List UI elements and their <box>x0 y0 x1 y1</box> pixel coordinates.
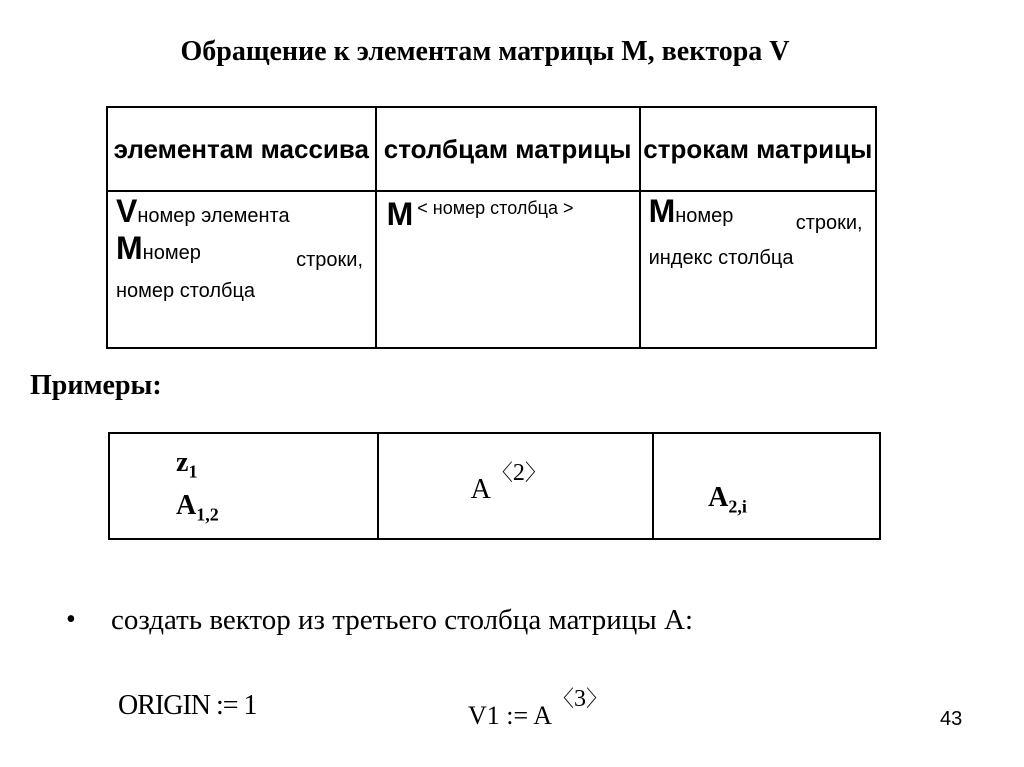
cell-matrix-columns <box>376 191 640 348</box>
example-a12: $A_{1,2}$ <box>176 489 219 525</box>
example-z1: $z_1$ <box>176 447 198 482</box>
table-header-row <box>107 107 876 191</box>
header-array-elements: элементам массива <box>107 107 376 191</box>
example-cell-elements <box>109 433 378 539</box>
examples-row <box>109 433 880 539</box>
matrix-element-notation-cont: номер столбца <box>116 280 256 302</box>
column-notation: M < номер столбца > <box>386 196 574 232</box>
formula-v1: V1 := A〈3〉 <box>468 686 609 730</box>
examples-table <box>108 432 881 540</box>
example-cell-column <box>378 433 654 539</box>
header-matrix-columns: столбцам матрицы <box>376 107 640 191</box>
table-body-row <box>107 191 876 348</box>
bullet-text: создать вектор из третьего столбца матрицы A: <box>111 604 694 636</box>
reference-table <box>106 106 877 349</box>
page-title: Обращение к элементам матрицы M, вектора V <box>180 36 790 67</box>
page-number: 43 <box>940 708 963 730</box>
header-matrix-rows: строкам матрицы <box>640 107 876 191</box>
example-a2i: $A_{2,i}$ <box>708 482 747 517</box>
formula-origin: ORIGIN := 1 <box>118 690 257 721</box>
matrix-element-notation: Mномер строки, <box>116 230 363 271</box>
vector-element-notation: Vномер элемента <box>116 193 290 229</box>
row-notation: Mномер строки, <box>648 193 863 234</box>
example-a-col2: A〈2〉 <box>470 460 547 505</box>
example-cell-row <box>653 433 880 539</box>
cell-matrix-rows <box>640 191 876 348</box>
cell-array-elements <box>107 191 376 348</box>
row-notation-cont: индекс столбца <box>648 247 794 269</box>
examples-heading: Примеры: <box>30 370 162 401</box>
bullet-icon: • <box>66 604 76 635</box>
